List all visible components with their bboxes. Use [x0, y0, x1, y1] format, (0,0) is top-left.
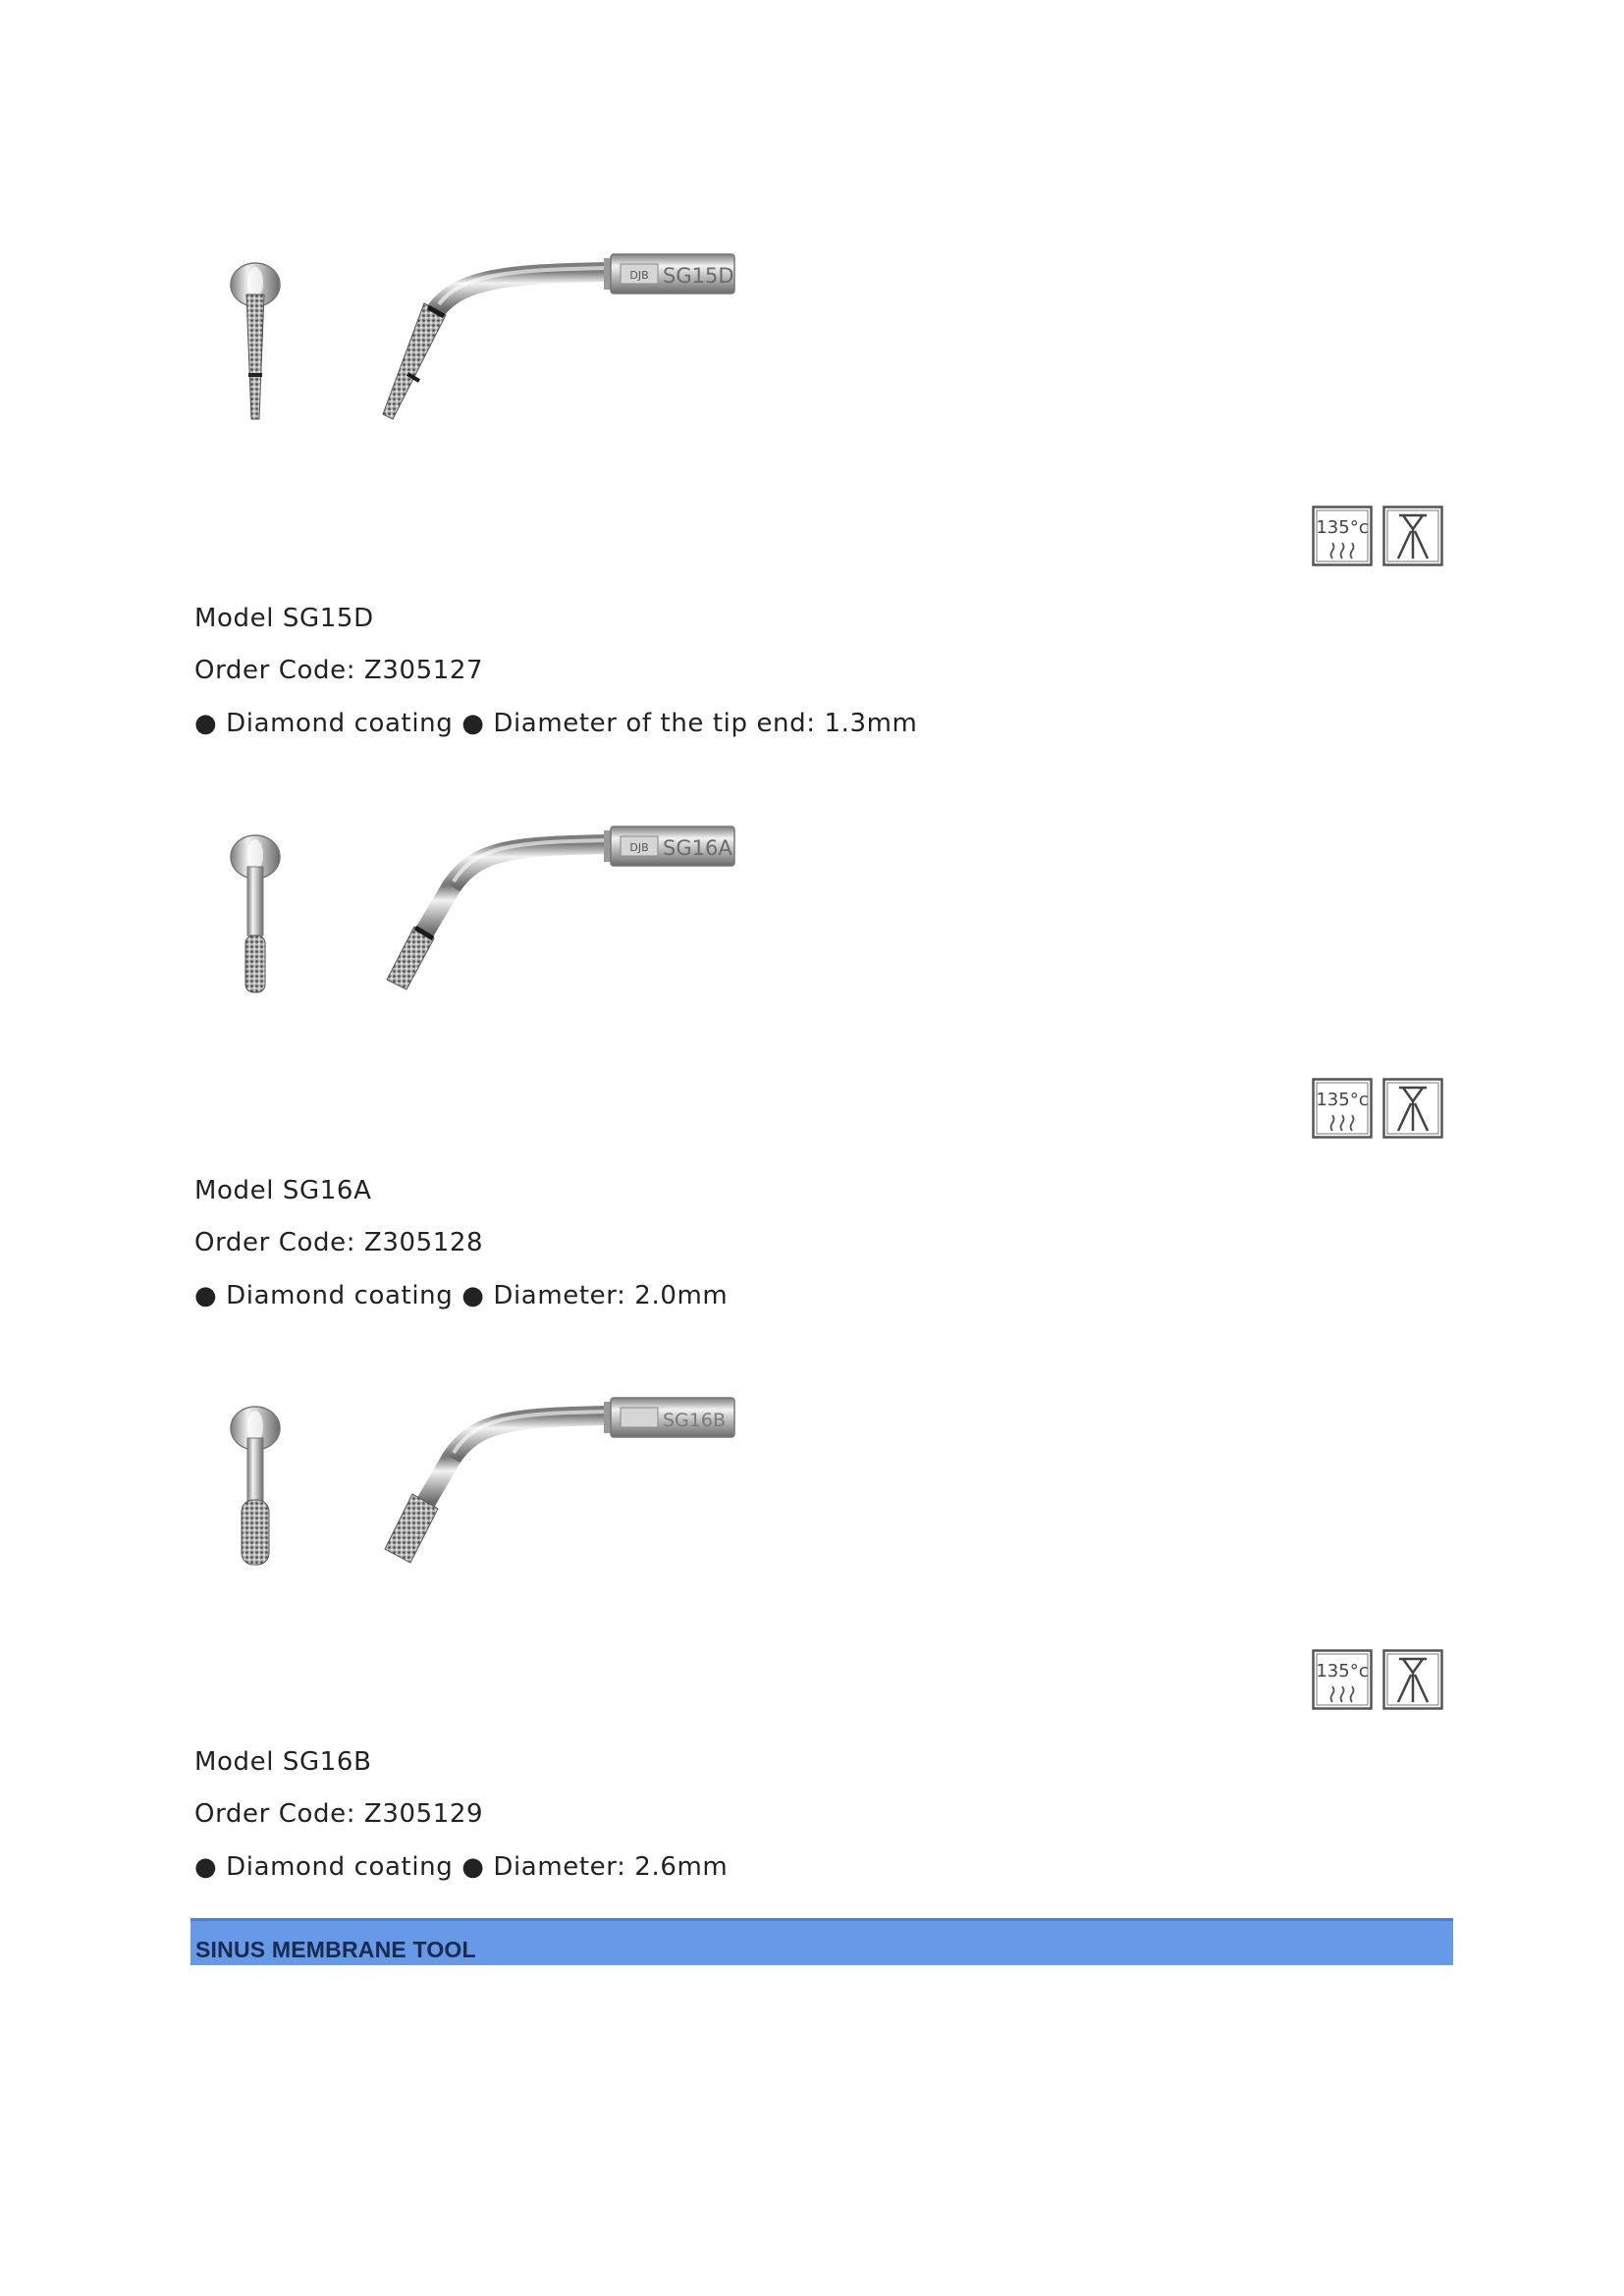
brand-mark: DJB [629, 841, 649, 854]
product-model: Model SG16B [194, 1747, 372, 1777]
care-icons [1312, 1649, 1449, 1718]
autoclave-135c-icon [1312, 1649, 1373, 1710]
autoclave-temp-label: 135°c [1316, 517, 1369, 538]
engraving-label: SG16A [663, 836, 732, 860]
tip-side-view [363, 1394, 746, 1580]
engraving-label: SG16B [663, 1410, 726, 1431]
tip-front-view [216, 250, 295, 437]
product-features: ● Diamond coating ● Diameter of the tip end: 1.3mm [194, 709, 918, 738]
product-features: ● Diamond coating ● Diameter: 2.6mm [194, 1852, 729, 1882]
spray-icon [1382, 1078, 1443, 1139]
autoclave-temp-label: 135°c [1316, 1090, 1369, 1110]
tip-front-view [216, 823, 295, 1009]
spray-icon [1382, 1649, 1443, 1710]
product-sg15d [0, 250, 1624, 820]
section-title: SINUS MEMBRANE TOOL [195, 1937, 476, 1962]
product-sg16b [0, 1394, 1624, 1963]
product-features: ● Diamond coating ● Diameter: 2.0mm [194, 1281, 729, 1310]
product-model: Model SG16A [194, 1176, 372, 1205]
spray-icon [1382, 506, 1443, 566]
autoclave-135c-icon [1312, 506, 1373, 566]
autoclave-135c-icon [1312, 1078, 1373, 1139]
autoclave-temp-label: 135°c [1316, 1661, 1369, 1682]
section-header-bar [190, 1918, 1453, 1965]
engraving-label: SG15D [663, 264, 734, 288]
order-code: Order Code: Z305129 [194, 1799, 484, 1829]
order-code: Order Code: Z305127 [194, 656, 484, 685]
order-code: Order Code: Z305128 [194, 1228, 484, 1257]
brand-mark: DJB [629, 269, 649, 282]
product-sg16a [0, 823, 1624, 1392]
tip-side-view [363, 823, 746, 1009]
tip-side-view [363, 250, 746, 437]
tip-front-view [216, 1394, 295, 1580]
care-icons [1312, 1078, 1449, 1147]
product-model: Model SG15D [194, 604, 374, 633]
care-icons [1312, 506, 1449, 574]
